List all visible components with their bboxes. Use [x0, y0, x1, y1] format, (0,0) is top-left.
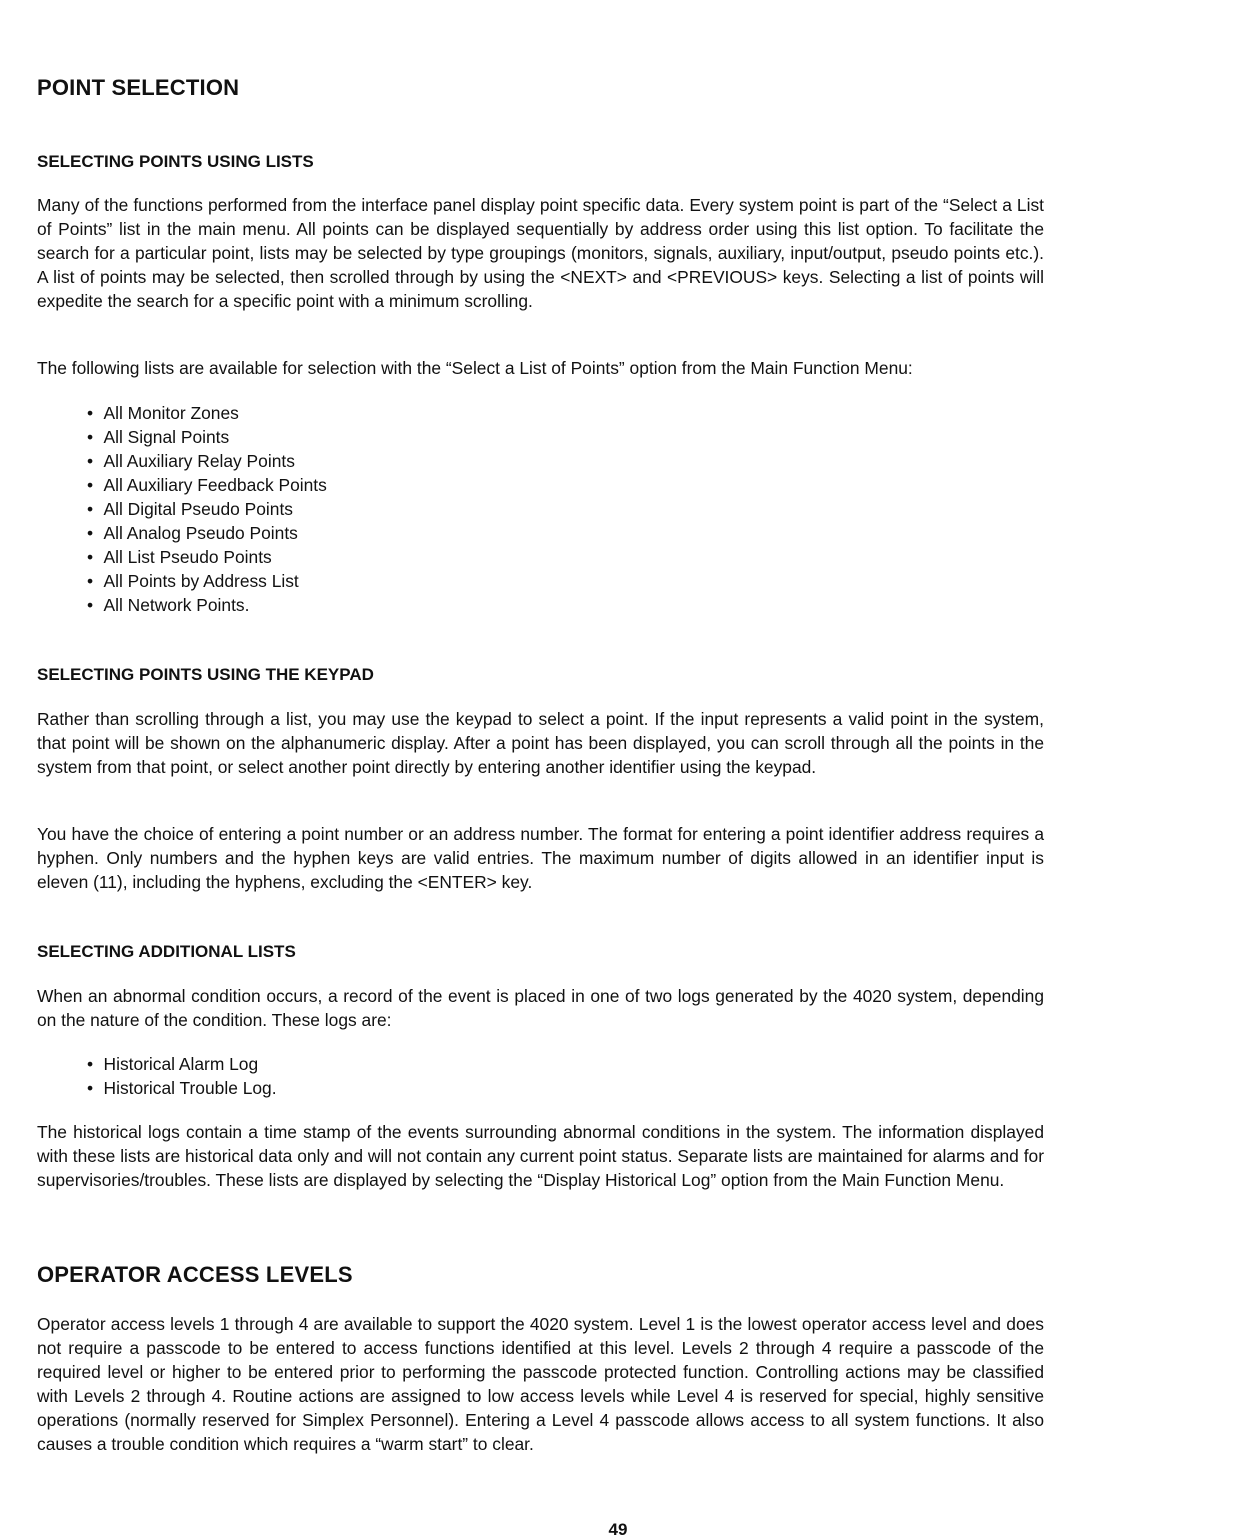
bullet-icon: •	[87, 547, 94, 567]
lists-paragraph-1: Many of the functions performed from the interface panel display point specific data. Every system point is part of the “Select a List of Points” list in the main menu. All points can be displayed sequentially by address order using this list option. To facilitate the search for a particular point, lists may be selected by type groupings (monitors, signals, auxiliary, input/output, pseudo points etc.). A list of points may be selected, then scrolled through by using the <NEXT> and <PREVIOUS> keys. Selecting a list of points will expedite the search for a specific point with a minimum scrolling.	[37, 195, 1044, 311]
page-number: 49	[608, 1520, 628, 1539]
bullet-icon: •	[87, 451, 94, 471]
bullet-icon: •	[87, 403, 94, 423]
bullet-icon: •	[87, 595, 94, 615]
keypad-paragraph-2: You have the choice of entering a point number or an address number. The format for entering a point identifier address requires a hyphen. Only numbers and the hyphen keys are valid entries. The maximum number of digits allowed in an identifier input is eleven (11), including the hyphens, excluding the <ENTER> key.	[37, 824, 1044, 892]
subheading-selecting-points-using-lists: SELECTING POINTS USING LISTS	[37, 152, 314, 171]
section-title-operator-access-levels: OPERATOR ACCESS LEVELS	[37, 1262, 353, 1287]
list-item: • All List Pseudo Points	[87, 547, 272, 567]
additional-paragraph-2: The historical logs contain a time stamp of the events surrounding abnormal conditions in the system. The information displayed with these lists are historical data only and will not contain any current point status. Separate lists are maintained for alarms and for supervisories/troubles. These lists are displayed by selecting the “Display Historical Log” option from the Main Function Menu.	[37, 1122, 1044, 1190]
historical-logs-bullets	[87, 1052, 277, 1100]
list-item: • All Monitor Zones	[87, 403, 239, 423]
list-item: • All Points by Address List	[87, 571, 299, 591]
list-item: • All Signal Points	[87, 427, 230, 447]
list-item: • All Analog Pseudo Points	[87, 523, 298, 543]
subheading-selecting-additional-lists: SELECTING ADDITIONAL LISTS	[37, 942, 296, 961]
bullet-icon: •	[87, 1054, 94, 1074]
bullet-icon: •	[87, 499, 94, 519]
list-item: • Historical Alarm Log	[87, 1054, 259, 1074]
keypad-paragraph-1: Rather than scrolling through a list, you may use the keypad to select a point. If the input represents a valid point in the system, that point will be shown on the alphanumeric display. After a point has been displayed, you can scroll through all the points in the system from that point, or select another point directly by entering another identifier using the keypad.	[37, 709, 1044, 777]
list-item: • All Network Points.	[87, 595, 250, 615]
bullet-icon: •	[87, 1078, 94, 1098]
subheading-selecting-points-using-keypad: SELECTING POINTS USING THE KEYPAD	[37, 665, 374, 684]
bullet-icon: •	[87, 571, 94, 591]
additional-paragraph-1: When an abnormal condition occurs, a record of the event is placed in one of two logs generated by the 4020 system, depending on the nature of the condition. These logs are:	[37, 986, 1044, 1030]
lists-paragraph-2: The following lists are available for selection with the “Select a List of Points” option from the Main Function Menu:	[37, 358, 913, 378]
section-title-point-selection: POINT SELECTION	[37, 75, 240, 100]
list-item: • Historical Trouble Log.	[87, 1078, 277, 1098]
bullet-icon: •	[87, 523, 94, 543]
bullet-icon: •	[87, 475, 94, 495]
list-item: • All Digital Pseudo Points	[87, 499, 293, 519]
operator-access-paragraph: Operator access levels 1 through 4 are available to support the 4020 system. Level 1 is the lowest operator access level and does not require a passcode to be entered to access functions identified at this level. Levels 2 through 4 require a passcode of the required level or higher to be entered prior to performing the passcode protected function. Controlling actions may be classified with Levels 2 through 4. Routine actions are assigned to low access levels while Level 4 is reserved for special, highly sensitive operations (normally reserved for Simplex Personnel). Entering a Level 4 passcode allows access to all system functions. It also causes a trouble condition which requires a “warm start” to clear.	[37, 1314, 1044, 1454]
list-item: • All Auxiliary Relay Points	[87, 451, 295, 471]
bullet-icon: •	[87, 427, 94, 447]
point-lists-bullets	[87, 401, 327, 617]
list-item: • All Auxiliary Feedback Points	[87, 475, 327, 495]
